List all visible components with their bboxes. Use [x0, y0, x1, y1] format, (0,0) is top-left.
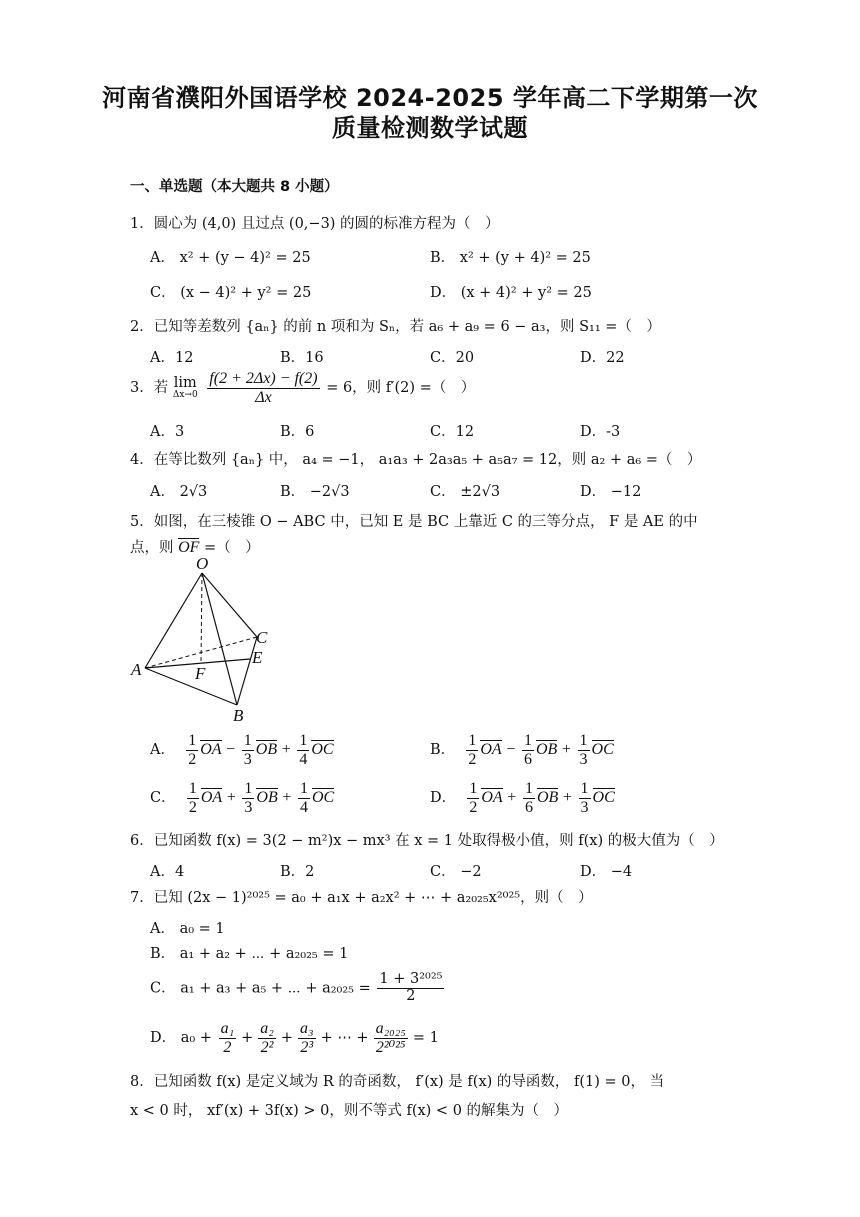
q7-d-prefix: D． a₀ +: [150, 1030, 212, 1047]
operator: −: [506, 741, 516, 759]
operator: −: [226, 741, 236, 759]
q6-option-b: B．2: [280, 864, 315, 880]
coef-oc: [578, 732, 590, 768]
vector-oa: OA: [481, 789, 503, 807]
q4-stem: 4．在等比数列 {aₙ} 中， a₄ = −1， a₁a₃ + 2a₃a₅ + a₅a₇ = 12，则 a₂ + a₆ =（ ）: [130, 452, 702, 468]
q2-option-a: A．12: [150, 350, 194, 366]
vector-ob: OB: [535, 741, 558, 759]
vector-oc: OC: [592, 789, 615, 807]
q6-option-a: A．4: [150, 864, 185, 880]
label-o: O: [196, 555, 209, 573]
q3-option-d: D．-3: [580, 424, 621, 440]
q4-option-c: C． ±2√3: [430, 484, 501, 500]
coef-num: 1: [243, 732, 252, 749]
edge-oa: [145, 573, 202, 668]
q7-c-fraction: [377, 972, 444, 1005]
operator: +: [281, 741, 291, 759]
q2-option-d: D．22: [580, 350, 625, 366]
q3-numerator: f(2 + 2Δx) − f(2): [209, 370, 318, 387]
coef-oc: [298, 780, 310, 816]
q5-line2-suffix: =（ ）: [204, 540, 260, 556]
coef-den: 2: [468, 750, 477, 768]
label-c: C: [256, 628, 268, 647]
coef-num: 1: [469, 780, 478, 797]
q3-option-a: A．3: [150, 424, 185, 440]
term-numerator: a₂₀₂₅: [375, 1020, 406, 1037]
q5-line2: [130, 536, 260, 557]
term-operator: = 1: [412, 1030, 439, 1047]
q3-prefix: 3．若: [130, 380, 169, 397]
coef-den: 3: [244, 798, 253, 816]
coef-num: 1: [523, 732, 532, 749]
q7-option-b: B． a₁ + a₂ + ⋯ + a₂₀₂₅ = 1: [150, 946, 349, 962]
coef-num: 1: [188, 780, 197, 797]
vector-oc: OC: [311, 741, 334, 759]
vector-oc: OC: [311, 789, 335, 807]
vector-ob: OB: [256, 789, 278, 807]
q5-option-a: [150, 732, 334, 768]
q3-fraction: [207, 370, 319, 406]
coef-num: 1: [579, 732, 588, 749]
coef-oa: [466, 732, 478, 768]
term-operator: + ⋯ +: [320, 1030, 369, 1047]
term-denominator: 2²: [260, 1038, 274, 1056]
q3-suffix: = 6，则 f′(2) =（ ）: [326, 380, 476, 397]
coef-den: 2: [469, 798, 478, 816]
operator: +: [226, 789, 236, 807]
term-numerator: a₁: [220, 1020, 235, 1037]
option-letter: C．: [150, 790, 176, 807]
q6-option-d: D． −4: [580, 864, 633, 880]
q7-d-term: [298, 1020, 316, 1056]
option-letter: D．: [430, 790, 457, 807]
q5-option-b: [430, 732, 614, 768]
q6-option-c: C． −2: [430, 864, 482, 880]
coef-den: 2: [188, 750, 197, 768]
q1-option-c: C． (x − 4)² + y² = 25: [150, 285, 312, 301]
q5-option-d: [430, 780, 615, 816]
section-heading: 一、单选题（本大题共 8 小题）: [130, 179, 339, 195]
coef-ob: [522, 732, 534, 768]
coef-den: 4: [299, 750, 308, 768]
edge-ab: [145, 668, 237, 705]
coef-oa: [187, 780, 199, 816]
vector-oa: OA: [200, 741, 222, 759]
vector-oc: OC: [591, 741, 614, 759]
term-denominator: 2: [223, 1038, 232, 1056]
tetrahedron-figure: [125, 555, 285, 725]
q1-option-b: B． x² + (y + 4)² = 25: [430, 250, 591, 266]
q2-stem: 2．已知等差数列 {aₙ} 的前 n 项和为 Sₙ，若 a₆ + a₉ = 6 − a₃，则 S₁₁ =（ ）: [130, 319, 661, 335]
q4-option-a: A． 2√3: [150, 484, 208, 500]
term-operator: +: [280, 1030, 293, 1047]
exam-title-line2: 质量检测数学试题: [332, 114, 528, 142]
q5-vector-of: OF: [178, 539, 200, 556]
q3-denominator: Δx: [255, 388, 272, 406]
term-denominator: 2²⁰²⁵: [375, 1038, 406, 1056]
operator: +: [562, 789, 572, 807]
q3-option-c: C．12: [430, 424, 475, 440]
coef-num: 1: [580, 780, 589, 797]
coef-num: 1: [244, 780, 253, 797]
q5-option-c: [150, 780, 334, 816]
coef-oa: [467, 780, 479, 816]
q5-line2-prefix: 点，则: [130, 540, 174, 556]
coef-ob: [523, 780, 535, 816]
label-f: F: [195, 664, 206, 683]
term-numerator: a₃: [300, 1020, 314, 1037]
q7-c-prefix: C． a₁ + a₃ + a₅ + ⋯ + a₂₀₂₅ =: [150, 980, 371, 997]
coef-num: 1: [188, 732, 197, 749]
q7-d-term: [219, 1020, 237, 1056]
coef-den: 3: [243, 750, 252, 768]
coef-num: 1: [299, 732, 308, 749]
vector-ob: OB: [255, 741, 278, 759]
q7-d-term: [374, 1020, 408, 1056]
operator: +: [561, 741, 571, 759]
q1-option-d: D． (x + 4)² + y² = 25: [430, 285, 592, 301]
q4-option-b: B． −2√3: [280, 484, 350, 500]
coef-num: 1: [299, 780, 308, 797]
exam-title-line1: 河南省濮阳外国语学校 2024-2025 学年高二下学期第一次: [102, 84, 758, 112]
q3-stem: [130, 370, 475, 406]
label-b: B: [233, 706, 244, 725]
coef-oc: [297, 732, 309, 768]
vector-ob: OB: [536, 789, 559, 807]
q2-option-b: B．16: [280, 350, 324, 366]
q2-option-c: C．20: [430, 350, 475, 366]
coef-den: 3: [580, 798, 589, 816]
coef-den: 6: [523, 750, 532, 768]
term-denominator: 2³: [300, 1038, 314, 1056]
q3-limit: [173, 376, 198, 400]
q3-lim-sub: Δx→0: [172, 389, 198, 400]
coef-ob: [242, 732, 254, 768]
coef-oa: [186, 732, 198, 768]
option-letter: A．: [150, 742, 175, 759]
q7-option-a: A． a₀ = 1: [150, 921, 225, 937]
label-a: A: [131, 660, 142, 679]
q4-option-d: D． −12: [580, 484, 642, 500]
q5-line1: 5．如图，在三棱锥 O − ABC 中，已知 E 是 BC 上靠近 C 的三等分点， F 是 AE 的中: [130, 514, 698, 530]
q3-lim-word: lim: [173, 375, 197, 392]
q1-option-a: A． x² + (y − 4)² = 25: [150, 250, 311, 266]
q8-line2: x < 0 时， xf′(x) + 3f(x) > 0，则不等式 f(x) < 0 的解集为（ ）: [130, 1103, 569, 1119]
label-e: E: [252, 648, 263, 667]
vector-oa: OA: [480, 741, 502, 759]
coef-ob: [242, 780, 254, 816]
term-operator: +: [241, 1030, 254, 1047]
q8-line1: 8．已知函数 f(x) 是定义域为 R 的奇函数， f′(x) 是 f(x) 的导函数， f(1) = 0， 当: [130, 1074, 665, 1090]
coef-oc: [579, 780, 591, 816]
coef-num: 1: [468, 732, 477, 749]
segment-of: [201, 573, 202, 663]
coef-den: 6: [524, 798, 533, 816]
term-numerator: a₂: [260, 1020, 274, 1037]
operator: +: [507, 789, 517, 807]
q7-c-denominator: 2: [406, 987, 416, 1004]
coef-den: 3: [579, 750, 588, 768]
q7-stem: 7．已知 (2x − 1)²⁰²⁵ = a₀ + a₁x + a₂x² + ⋯ + a₂₀₂₅x²⁰²⁵，则（ ）: [130, 890, 593, 906]
q1-stem: 1．圆心为 (4,0) 且过点 (0,−3) 的圆的标准方程为（ ）: [130, 216, 500, 232]
q3-option-b: B．6: [280, 424, 315, 440]
q7-d-term: [258, 1020, 276, 1056]
coef-den: 4: [299, 798, 308, 816]
option-letter: B．: [430, 742, 456, 759]
q7-c-numerator: 1 + 3²⁰²⁵: [379, 971, 443, 987]
coef-num: 1: [524, 780, 533, 797]
q6-stem: 6．已知函数 f(x) = 3(2 − m²)x − mx³ 在 x = 1 处取得极小值，则 f(x) 的极大值为（ ）: [130, 833, 724, 849]
coef-den: 2: [188, 798, 197, 816]
operator: +: [282, 789, 292, 807]
q7-option-d: [150, 1020, 442, 1056]
vector-oa: OA: [200, 789, 223, 807]
q7-option-c: [150, 972, 446, 1005]
